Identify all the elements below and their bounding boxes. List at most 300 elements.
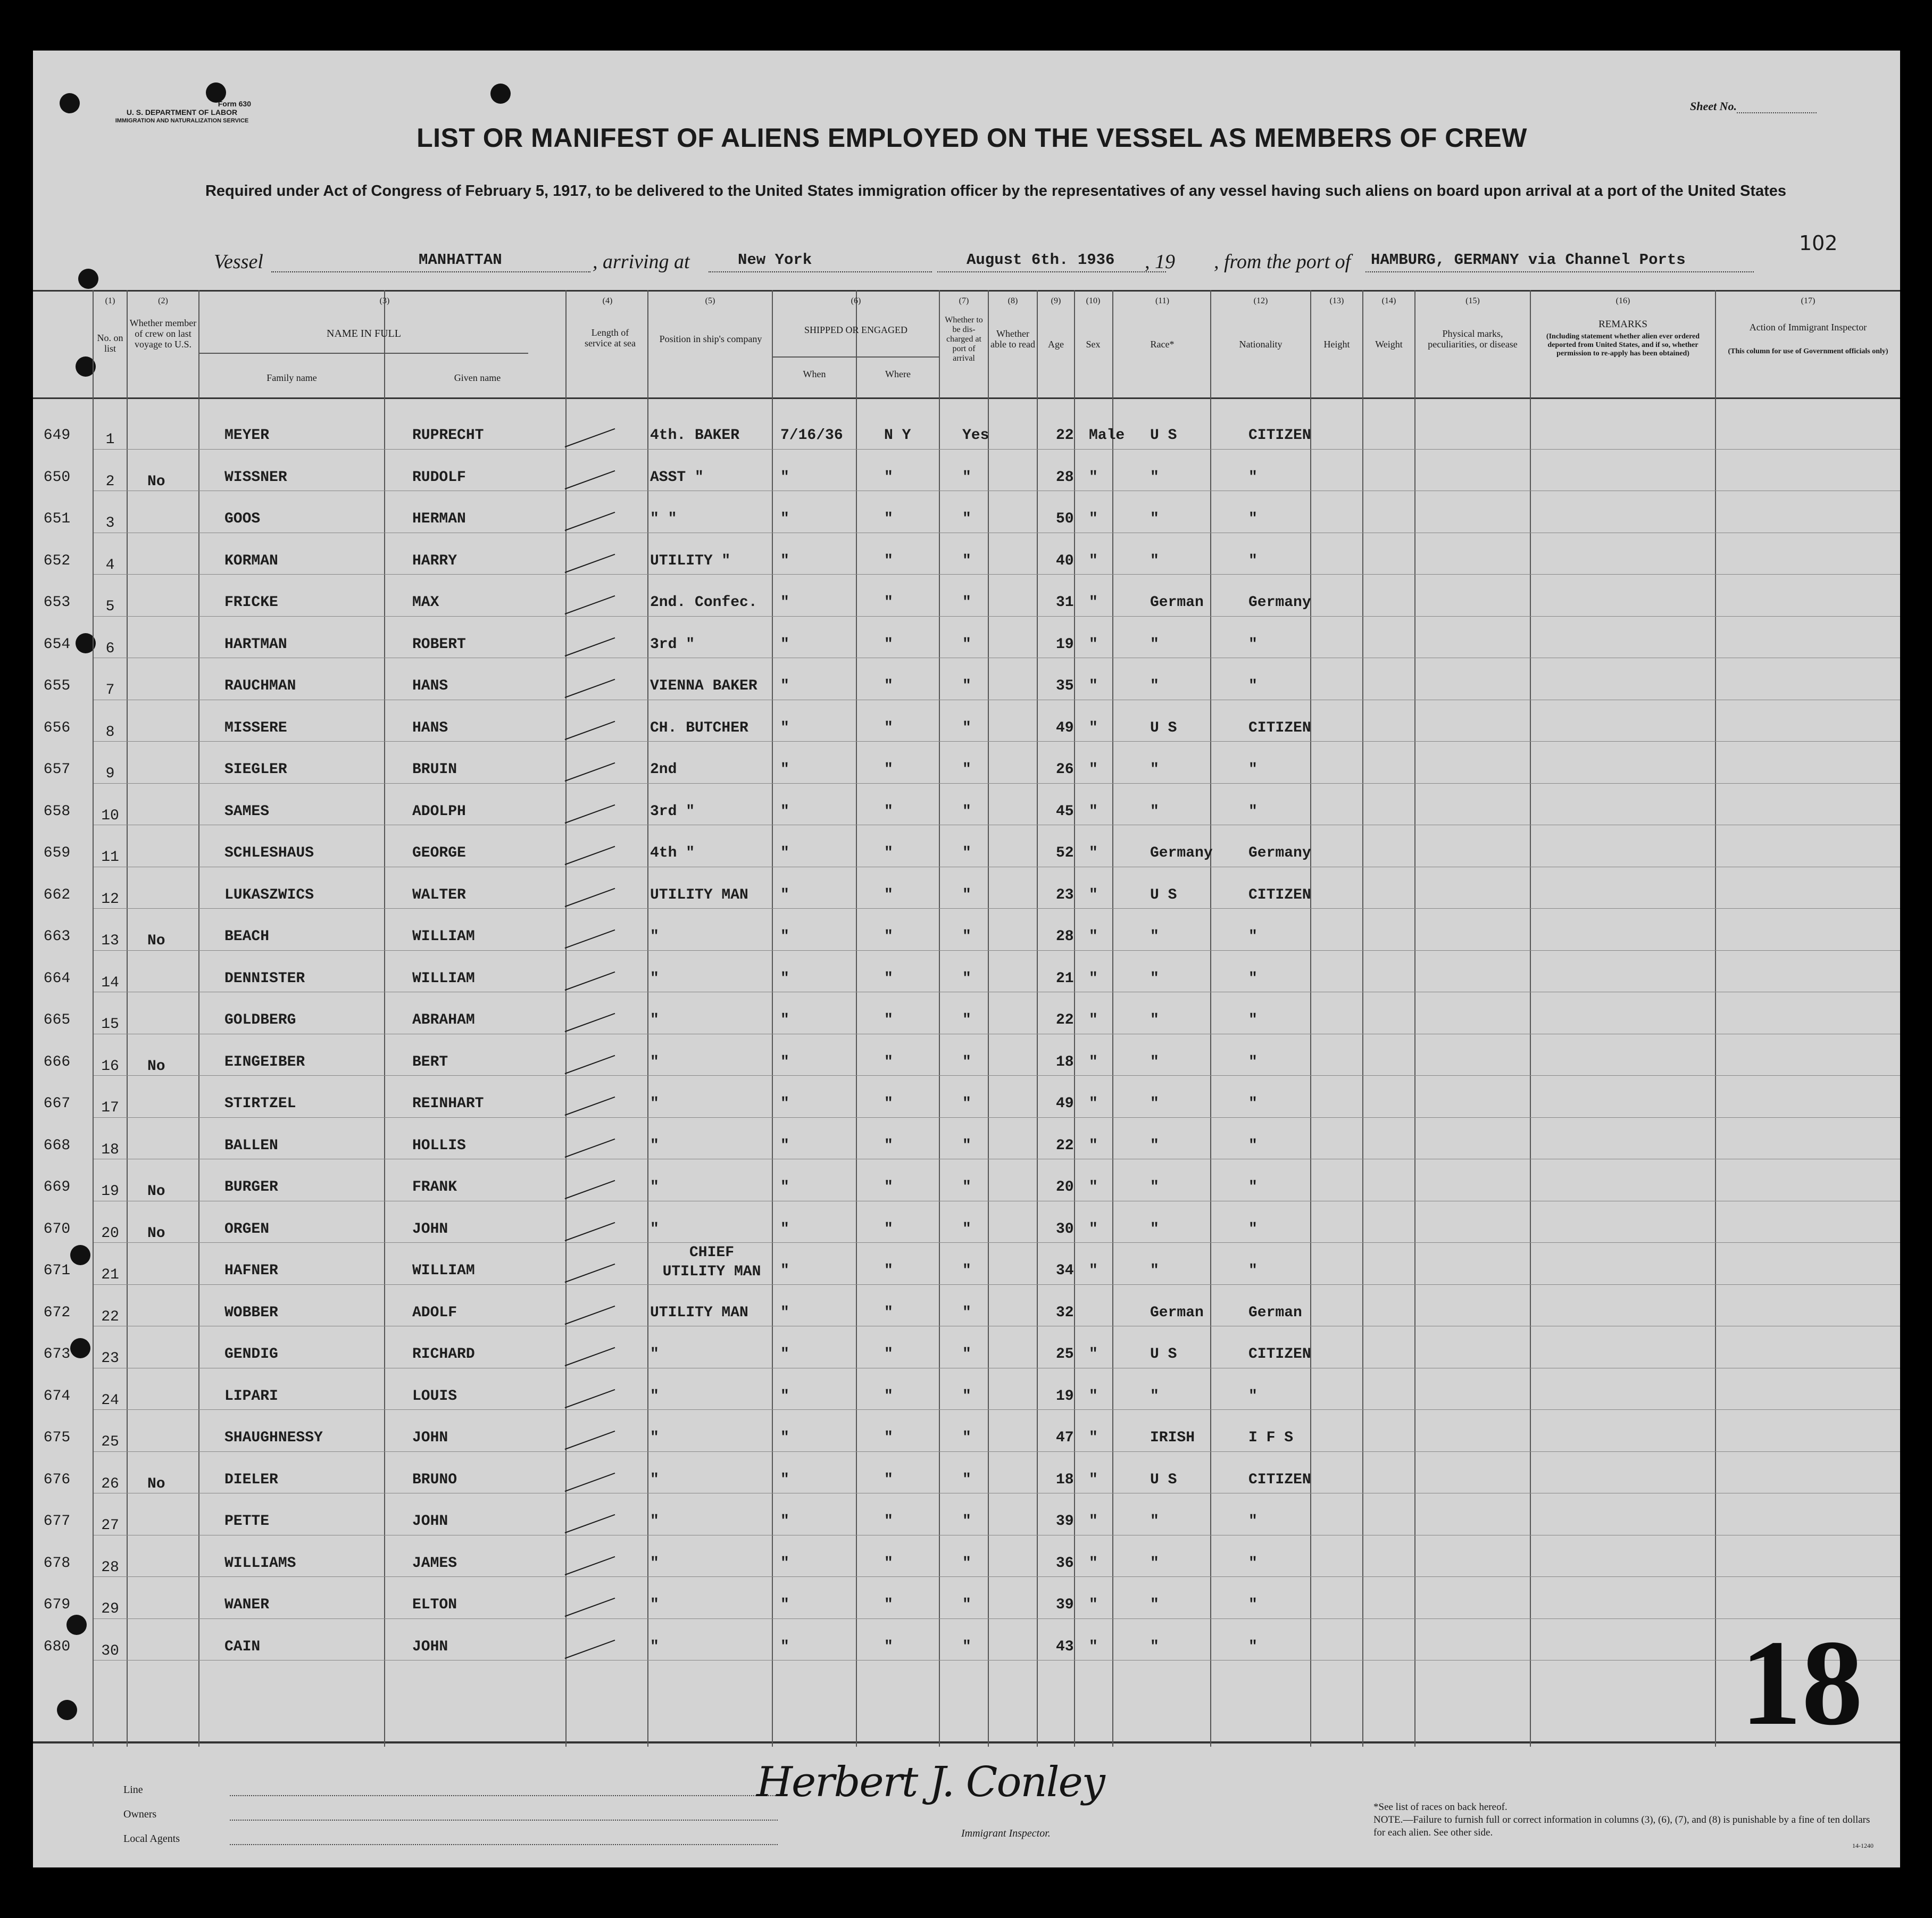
col7-head: Whether to be dis-charged at port of arrival	[945, 315, 983, 363]
shipped-when-cell: 7/16/36	[780, 427, 843, 444]
race-cell: "	[1150, 636, 1159, 653]
given-name-cell: HARRY	[412, 552, 457, 569]
discharged-cell: "	[962, 719, 971, 736]
family-name-cell: WOBBER	[224, 1304, 278, 1321]
given-name-head: Given name	[454, 372, 501, 383]
col5-head: Position in ship's company	[659, 334, 762, 344]
age-cell: 32	[1056, 1304, 1074, 1321]
col8-head: Whether able to read	[990, 328, 1035, 350]
row-index: 679	[43, 1597, 71, 1613]
nationality-cell: "	[1248, 1638, 1258, 1655]
sheet-number-field	[1690, 99, 1817, 113]
service-name: IMMIGRATION AND NATURALIZATION SERVICE	[115, 118, 249, 124]
race-cell: U S	[1150, 1346, 1177, 1363]
row-index: 649	[43, 427, 71, 444]
col17-num: (17)	[1801, 296, 1816, 305]
shipped-when-cell: "	[780, 970, 789, 987]
sex-cell: "	[1089, 970, 1098, 987]
list-number: 9	[105, 766, 115, 782]
department-name: U. S. DEPARTMENT OF LABOR	[126, 108, 238, 117]
family-name-cell: RAUCHMAN	[224, 678, 296, 694]
list-number: 29	[101, 1601, 119, 1617]
discharged-cell: Yes	[962, 427, 989, 444]
shipped-where-cell: "	[884, 1053, 893, 1070]
service-check-mark	[565, 1431, 615, 1450]
name-subhead-rule	[199, 353, 528, 354]
list-number: 8	[105, 724, 115, 741]
list-number: 10	[101, 807, 119, 824]
discharged-cell: "	[962, 761, 971, 778]
col12-num: (12)	[1253, 296, 1268, 305]
year-label: , 19	[1145, 251, 1175, 273]
punch-hole	[60, 93, 80, 113]
shipped-when-cell: "	[780, 1471, 789, 1488]
given-name-cell: RICHARD	[412, 1346, 475, 1363]
shipped-when-cell: "	[780, 803, 789, 820]
row-index: 668	[43, 1137, 71, 1154]
nationality-cell: "	[1248, 469, 1258, 486]
discharged-cell: "	[962, 886, 971, 903]
col13-num: (13)	[1329, 296, 1344, 305]
form-number: Form 630	[218, 99, 251, 108]
race-cell: U S	[1150, 427, 1177, 444]
list-number: 17	[101, 1100, 119, 1116]
age-cell: 20	[1056, 1179, 1074, 1195]
race-cell: IRISH	[1150, 1430, 1195, 1446]
column-rule	[565, 290, 567, 1747]
shipped-where-cell: "	[884, 1388, 893, 1405]
col4-head: Length of service at sea	[585, 327, 636, 348]
position-cell: UTILITY "	[650, 552, 731, 569]
list-number: 25	[101, 1434, 119, 1450]
from-port: HAMBURG, GERMANY via Channel Ports	[1371, 251, 1686, 269]
age-cell: 19	[1056, 1388, 1074, 1405]
nationality-cell: Germany	[1248, 594, 1311, 611]
row-index: 659	[43, 845, 71, 861]
shipped-where-cell: "	[884, 1263, 893, 1279]
race-cell: "	[1150, 678, 1159, 694]
row-rule	[94, 1451, 1900, 1452]
family-name-cell: GOOS	[224, 511, 261, 527]
sex-cell: "	[1089, 1430, 1098, 1446]
discharged-cell: "	[962, 1346, 971, 1363]
given-name-cell: LOUIS	[412, 1388, 457, 1405]
age-cell: 34	[1056, 1263, 1074, 1279]
position-cell: " "	[650, 511, 677, 527]
list-number: 21	[101, 1267, 119, 1283]
sex-cell: Male	[1089, 427, 1125, 444]
family-name-cell: SIEGLER	[224, 761, 287, 778]
vessel-name: MANHATTAN	[419, 251, 502, 269]
col6-num: (6)	[851, 296, 861, 305]
family-name-cell: PETTE	[224, 1513, 270, 1530]
row-rule	[94, 1409, 1900, 1410]
shipped-where-cell: "	[884, 1638, 893, 1655]
footer-notes	[1373, 1801, 1873, 1852]
given-name-cell: REINHART	[412, 1095, 484, 1112]
position-cell: "	[650, 1638, 659, 1655]
column-rule	[1362, 290, 1363, 1747]
row-rule	[94, 1618, 1900, 1619]
list-number: 24	[101, 1392, 119, 1409]
crew-table	[33, 290, 1900, 1750]
race-cell: "	[1150, 1179, 1159, 1195]
age-cell: 49	[1056, 1095, 1074, 1112]
from-label: , from the port of	[1214, 251, 1351, 273]
given-name-cell: WILLIAM	[412, 970, 475, 987]
given-name-cell: ADOLF	[412, 1304, 457, 1321]
shipped-where-cell: "	[884, 594, 893, 611]
position-cell: VIENNA BAKER	[650, 678, 757, 694]
sex-cell: "	[1089, 845, 1098, 861]
nationality-cell: "	[1248, 761, 1258, 778]
race-cell: "	[1150, 552, 1159, 569]
shipped-where-cell: "	[884, 1220, 893, 1238]
arriving-underline	[709, 271, 932, 272]
given-name-cell: BRUNO	[412, 1471, 457, 1488]
shipped-when-cell: "	[780, 678, 789, 694]
row-index: 680	[43, 1638, 71, 1655]
col9-head: Age	[1048, 339, 1064, 350]
given-name-cell: JOHN	[412, 1220, 448, 1238]
given-name-cell: HANS	[412, 719, 448, 736]
col9-num: (9)	[1051, 296, 1061, 305]
family-name-cell: ORGEN	[224, 1220, 270, 1238]
row-index: 666	[43, 1053, 71, 1070]
family-name-cell: GOLDBERG	[224, 1012, 296, 1028]
discharged-cell: "	[962, 970, 971, 987]
sex-cell: "	[1089, 1513, 1098, 1530]
owners-field	[230, 1808, 778, 1821]
list-number: 22	[101, 1308, 119, 1325]
owners-label: Owners	[123, 1808, 157, 1820]
sex-cell: "	[1089, 1597, 1098, 1613]
age-cell: 18	[1056, 1053, 1074, 1070]
service-check-mark	[565, 1556, 615, 1575]
sex-cell: "	[1089, 1220, 1098, 1238]
shipped-when-cell: "	[780, 1012, 789, 1028]
position-cell: ASST "	[650, 469, 704, 486]
discharged-cell: "	[962, 1053, 971, 1070]
row-rule	[94, 741, 1900, 742]
last-voyage-cell: No	[147, 1225, 165, 1242]
shipped-where-cell: "	[884, 469, 893, 486]
service-check-mark	[565, 720, 615, 740]
sex-cell: "	[1089, 1137, 1098, 1154]
given-name-cell: WILLIAM	[412, 928, 475, 945]
shipped-when-cell: "	[780, 1095, 789, 1112]
list-number: 30	[101, 1642, 119, 1659]
list-number: 1	[105, 431, 115, 448]
list-number: 18	[101, 1141, 119, 1158]
shipped-when-cell: "	[780, 1220, 789, 1238]
shipped-when-cell: "	[780, 886, 789, 903]
discharged-cell: "	[962, 1471, 971, 1488]
list-number: 15	[101, 1016, 119, 1033]
shipped-when-cell: "	[780, 1179, 789, 1195]
family-name-cell: DENNISTER	[224, 970, 305, 987]
action-note: (This column for use of Government officials only)	[1728, 347, 1888, 355]
row-index: 658	[43, 803, 71, 820]
position-cell: "	[650, 1012, 659, 1028]
column-rule	[1715, 290, 1716, 1747]
position-cell: "	[650, 1220, 659, 1238]
position-cell: "	[650, 1137, 659, 1154]
shipped-where-cell: "	[884, 1471, 893, 1488]
family-name-cell: STIRTZEL	[224, 1095, 296, 1112]
nationality-cell: CITIZEN	[1248, 1471, 1311, 1488]
arrival-date: August 6th. 1936	[967, 251, 1115, 269]
position-cell: "	[650, 1555, 659, 1572]
service-check-mark	[565, 470, 615, 489]
family-name-cell: WANER	[224, 1597, 270, 1613]
given-name-cell: HANS	[412, 678, 448, 694]
row-index: 673	[43, 1346, 71, 1363]
position-cell: 2nd. Confec.	[650, 594, 757, 611]
discharged-cell: "	[962, 594, 971, 611]
given-name-cell: MAX	[412, 594, 439, 611]
race-cell: "	[1150, 1137, 1159, 1154]
when-head: When	[803, 369, 826, 379]
col11-num: (11)	[1155, 296, 1170, 305]
race-cell: "	[1150, 511, 1159, 527]
given-name-cell: FRANK	[412, 1179, 457, 1195]
shipped-when-cell: "	[780, 594, 789, 611]
discharged-cell: "	[962, 1430, 971, 1446]
row-rule	[94, 1576, 1900, 1577]
sex-cell: "	[1089, 928, 1098, 945]
shipped-where-cell: "	[884, 636, 893, 653]
row-index: 670	[43, 1220, 71, 1238]
row-index: 664	[43, 970, 71, 987]
family-name-cell: BALLEN	[224, 1137, 278, 1154]
column-rule	[1037, 290, 1038, 1747]
race-cell: German	[1150, 1304, 1204, 1321]
row-index: 665	[43, 1012, 71, 1028]
nationality-cell: "	[1248, 678, 1258, 694]
shipped-where-cell: "	[884, 845, 893, 861]
service-check-mark	[565, 637, 615, 656]
discharged-cell: "	[962, 1137, 971, 1154]
family-name-cell: BURGER	[224, 1179, 278, 1195]
shipped-where-cell: "	[884, 1304, 893, 1321]
service-check-mark	[565, 512, 615, 531]
family-name-cell: MEYER	[224, 427, 270, 444]
service-check-mark	[565, 887, 615, 907]
nationality-cell: "	[1248, 1012, 1258, 1028]
row-index: 677	[43, 1513, 71, 1530]
service-check-mark	[565, 929, 615, 949]
shipped-when-cell: "	[780, 845, 789, 861]
shipped-where-cell: "	[884, 1012, 893, 1028]
given-name-cell: BERT	[412, 1053, 448, 1070]
remarks-note: (Including statement whether alien ever ordered deported from United States, and if so, whether permission to re-apply has been obtained)	[1546, 333, 1700, 358]
list-number: 14	[101, 974, 119, 991]
shipped-where-cell: "	[884, 928, 893, 945]
sex-cell: "	[1089, 552, 1098, 569]
race-cell: Germany	[1150, 845, 1213, 861]
position-cell: 4th "	[650, 845, 695, 861]
column-rule	[1112, 290, 1113, 1747]
form-code: 14-1240	[1852, 1842, 1873, 1849]
age-cell: 39	[1056, 1513, 1074, 1530]
given-name-cell: BRUIN	[412, 761, 457, 778]
sex-cell: "	[1089, 1346, 1098, 1363]
age-cell: 35	[1056, 678, 1074, 694]
position-cell: "	[650, 1597, 659, 1613]
column-rule	[127, 290, 128, 1747]
races-note: *See list of races on back hereof.	[1373, 1801, 1508, 1813]
col3-num: (3)	[379, 296, 390, 305]
age-cell: 28	[1056, 469, 1074, 486]
discharged-cell: "	[962, 552, 971, 569]
position-cell: "	[650, 1179, 659, 1195]
row-index: 662	[43, 886, 71, 903]
sex-cell: "	[1089, 1053, 1098, 1070]
sex-cell: "	[1089, 594, 1098, 611]
age-cell: 45	[1056, 803, 1074, 820]
from-underline	[1365, 271, 1754, 272]
age-cell: 31	[1056, 594, 1074, 611]
service-check-mark	[565, 595, 615, 615]
row-rule	[94, 783, 1900, 784]
given-name-cell: ROBERT	[412, 636, 466, 653]
position-cell: "	[650, 1346, 659, 1363]
list-number: 23	[101, 1350, 119, 1367]
age-cell: 22	[1056, 427, 1074, 444]
nationality-cell: German	[1248, 1304, 1302, 1321]
last-voyage-cell: No	[147, 933, 165, 949]
line-label: Line	[123, 1784, 143, 1796]
col10-num: (10)	[1086, 296, 1101, 305]
shipped-when-cell: "	[780, 1638, 789, 1655]
shipped-when-cell: "	[780, 1304, 789, 1321]
nationality-cell: Germany	[1248, 845, 1311, 861]
race-cell: "	[1150, 803, 1159, 820]
shipped-where-cell: "	[884, 1513, 893, 1530]
age-cell: 43	[1056, 1638, 1074, 1655]
shipped-when-cell: "	[780, 928, 789, 945]
given-name-cell: ABRAHAM	[412, 1012, 475, 1028]
service-check-mark	[565, 553, 615, 572]
given-name-cell: HERMAN	[412, 511, 466, 527]
given-name-cell: RUDOLF	[412, 469, 466, 486]
age-cell: 52	[1056, 845, 1074, 861]
discharged-cell: "	[962, 1012, 971, 1028]
position-cell: "	[650, 1053, 659, 1070]
nationality-cell: CITIZEN	[1248, 427, 1311, 444]
column-rule	[772, 290, 773, 1747]
punch-hole	[490, 84, 511, 104]
shipped-where-cell: "	[884, 552, 893, 569]
col13-head: Height	[1323, 339, 1350, 350]
nationality-cell: "	[1248, 636, 1258, 653]
vessel-underline	[271, 271, 590, 272]
column-rule	[1210, 290, 1211, 1747]
row-index: 671	[43, 1263, 71, 1279]
row-index: 676	[43, 1471, 71, 1488]
arriving-label: , arriving at	[593, 251, 690, 273]
col2-num: (2)	[158, 296, 168, 305]
discharged-cell: "	[962, 1095, 971, 1112]
age-cell: 23	[1056, 886, 1074, 903]
race-cell: "	[1150, 1638, 1159, 1655]
race-cell: "	[1150, 1095, 1159, 1112]
shipped-where-cell: "	[884, 761, 893, 778]
arriving-port: New York	[738, 251, 812, 269]
row-index: 672	[43, 1304, 71, 1321]
given-name-cell: JOHN	[412, 1430, 448, 1446]
age-cell: 25	[1056, 1346, 1074, 1363]
col12-head: Nationality	[1239, 339, 1283, 350]
punch-hole	[78, 269, 98, 289]
list-number: 4	[105, 557, 115, 574]
date-underline	[937, 271, 1166, 272]
column-rule	[1074, 290, 1075, 1747]
family-name-cell: DIELER	[224, 1471, 278, 1488]
family-name-cell: WISSNER	[224, 469, 287, 486]
shipped-where-cell: "	[884, 1179, 893, 1195]
given-name-cell: ADOLPH	[412, 803, 466, 820]
position-cell: CHIEF UTILITY MAN	[662, 1244, 761, 1280]
nationality-cell: "	[1248, 1555, 1258, 1572]
list-number: 19	[101, 1183, 119, 1200]
discharged-cell: "	[962, 1638, 971, 1655]
age-cell: 19	[1056, 636, 1074, 653]
shipped-where-cell: "	[884, 803, 893, 820]
given-name-cell: JAMES	[412, 1555, 457, 1572]
race-cell: "	[1150, 928, 1159, 945]
position-cell: 2nd	[650, 761, 677, 778]
race-cell: "	[1150, 970, 1159, 987]
stamp-number: 18	[1741, 1615, 1863, 1750]
list-number: 16	[101, 1058, 119, 1075]
shipped-where-cell: "	[884, 678, 893, 694]
col5-num: (5)	[705, 296, 715, 305]
sex-cell: "	[1089, 1471, 1098, 1488]
row-rule	[94, 449, 1900, 450]
col7-num: (7)	[959, 296, 969, 305]
sex-cell: "	[1089, 1638, 1098, 1655]
race-cell: "	[1150, 1513, 1159, 1530]
col1-head: No. on list	[97, 333, 123, 354]
discharged-cell: "	[962, 1179, 971, 1195]
race-cell: German	[1150, 594, 1204, 611]
row-index: 656	[43, 719, 71, 736]
sex-cell: "	[1089, 719, 1098, 736]
sex-cell: "	[1089, 1095, 1098, 1112]
col11-head: Race*	[1150, 339, 1175, 350]
race-cell: "	[1150, 1012, 1159, 1028]
shipped-when-cell: "	[780, 636, 789, 653]
nationality-cell: "	[1248, 1263, 1258, 1279]
col1-num: (1)	[105, 296, 115, 305]
nationality-cell: "	[1248, 1513, 1258, 1530]
nationality-cell: CITIZEN	[1248, 886, 1311, 903]
row-rule	[94, 1075, 1900, 1076]
discharged-cell: "	[962, 803, 971, 820]
shipped-when-cell: "	[780, 511, 789, 527]
shipped-when-cell: "	[780, 1555, 789, 1572]
discharged-cell: "	[962, 1597, 971, 1613]
discharged-cell: "	[962, 928, 971, 945]
service-check-mark	[565, 1055, 615, 1074]
where-head: Where	[885, 369, 911, 379]
row-index: 650	[43, 469, 71, 486]
nationality-cell: "	[1248, 552, 1258, 569]
row-rule	[94, 908, 1900, 909]
column-rule	[988, 290, 989, 1747]
